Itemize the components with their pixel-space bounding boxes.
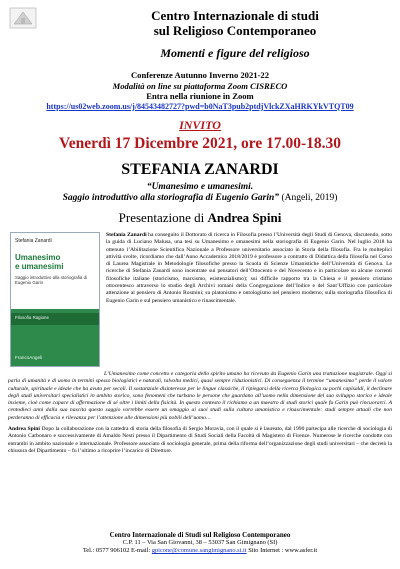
book-series: Filosofia Ragione: [15, 315, 49, 320]
bio-name: Stefania Zanardi: [106, 232, 147, 238]
book-abstract: L’Umanesimo come concetto e categoria dello spirito umano ha ricevuto da Eugenio Garin una trattazione magistrale. Oggi si parla di umanità e di uomo in termini spesso biologistici e naturali, talvolta medici, quasi sempre riduzionistici. Di conseguenza il termine “umanesimo” perde il valore culturale, spirituale e ideale che ha avuto per secoli. Il sostanziale disinteresse per le lingue classiche, il ripiegarsi della ricerca filologica su pochi capisaldi, il declinare degli studi universitari specialistici in ambito storico, sono fenomeni che turbano le persone che guardano all’uomo nella dimensione del suo sviluppo storico e ideale insieme, cioè come capace di affermazione di sé oltre i limiti della fisicità. In questo contesto il richiamo a un maestro di studi storici quale fu Garin può rincuorarci. A centodieci anni dalla sua nascita questo saggio vorrebbe essere un omaggio ai suoi studi sulla cultura umanistica e rinascimentale: studi sempre attuali che non perderanno di efficacia e rilevanza per l’attenzione alle dimensioni più nobili dell’uomo…: [8, 371, 392, 421]
book-cover: [10, 232, 100, 367]
conference-join-label: Entra nella riunione in Zoom: [146, 91, 254, 101]
cisreco-logo-icon: [8, 6, 98, 52]
footer-org: Centro Internazionale di Studi sul Religioso Contemporaneo: [109, 531, 291, 539]
conference-season: Conferenze Autunno Inverno 2021-22: [130, 70, 270, 80]
book-publisher: FrancoAngeli: [15, 355, 43, 360]
book-cover-bottom: [11, 309, 99, 366]
presenter-line: [8, 210, 392, 226]
presenter-name: Andrea Spini: [207, 210, 282, 225]
presenter-prefix: Presentazione di: [118, 210, 208, 225]
presenter-bio: [8, 426, 392, 455]
footer-contacts: [8, 547, 392, 555]
book-cover-top: [11, 233, 99, 311]
conference-info: [8, 70, 392, 112]
footer: [8, 531, 392, 555]
book-title-a: Umanesimo: [15, 253, 61, 262]
book-title: [15, 254, 95, 271]
zoom-link[interactable]: https://us02web.zoom.us/j/84543482727?pwd=b0NaT3pub2ptdjVlckZXaHRKYkVTQT09: [46, 101, 354, 111]
footer-site: Sito Internet : www.asfer.it: [246, 547, 318, 554]
org-name-line1: Centro Internazionale di studi: [151, 8, 319, 23]
event-date: Venerdì 17 Dicembre 2021, ore 17.00-18.30: [58, 135, 342, 152]
speaker-name: STEFANIA ZANARDI: [121, 161, 279, 178]
presenter-bio-text: Dopo la collaborazione con la cattedra di storia della filosofia di Sergio Moravia, con il quale si è laureato, dal 1990 partecipa alle ricerche di sociologia di Antonio Carbonaro e successivamente di Amaldo Nesti presso il Dipartimento di Studi Sociali della Facoltà di Magistero di Firenze. Numerose le ricerche condotte con entrambi in ambito nazionale e internazionale. Professore associato di sociologia generale, prima della riforma dell’organizzazione degli studi universitari – che decretò la chiusura del Dipartimento – fu l’ultimo a ricoprire l’incarico di Direttore.: [8, 426, 393, 454]
talk-publisher: (Angeli, 2019): [279, 193, 338, 203]
speaker-bio: [106, 232, 392, 367]
talk-title-line2: [8, 193, 392, 203]
footer-tel: Tel.: 0577 906102 E-mail:: [82, 547, 152, 554]
presenter-bio-name: Andrea Spini: [8, 426, 40, 433]
footer-email-link[interactable]: gpicone@comune.sangimignano.si.it: [151, 547, 247, 554]
org-name-line2: sul Religioso Contemporaneo: [153, 23, 317, 38]
invito-heading: INVITO: [179, 118, 221, 132]
conference-mode: Modalità on line su piattaforma Zoom CISRECO: [112, 80, 288, 91]
content-middle: [8, 232, 392, 367]
talk-title-line1: “Umanesimo e umanesimi.: [146, 182, 254, 192]
book-title-b: e umanesimi: [15, 261, 64, 271]
footer-address: C.P. 11 – Via San Giovanni, 38 – 53037 San Gimignano (SI): [122, 539, 278, 546]
book-subtitle: Saggio introduttivo alla storiografia di Eugenio Garin: [15, 275, 87, 285]
talk-title-text: Saggio introduttivo alla storiografia di Eugenio Garin”: [62, 193, 280, 203]
series-title: Momenti e figure del religioso: [160, 46, 310, 60]
book-author: Stefania Zanardi: [15, 238, 52, 244]
bio-text: ha conseguito il Dottorato di ricerca in Filosofia presso l’Università degli Studi di Genova, discutendo, sotto la guida di Luciano Malusa, una tesi su Umanesimo e umanesimi nella storiografia di Eugenio Garin. Nel luglio 2018 ha ottenuto l’Abilitazione Scientifica Nazionale a Professore universitario associato in Storia della filosofia. Fra le molteplici attività svolte, ricordiamo che dall’Anno Accademico 2018/2019 è professore a contratto di Didattica della filosofia nel Corso di Laurea Magistrale in Metodologie filosofiche presso la Scuola di Scienze Umanistiche dell’Università di Genova. Le ricerche di Stefania Zanardi sono incentrate sui pensatori dell’Ottocento e del Novecento e in particolare su alcune correnti filosofiche italiane (storicismo, marxismo, esistenzialismo); sui difficile rapporto tra la Chiesa e il pensiero cristiano ottocentesco attraverso lo studio degli Archivi romani della Congregazione dell’Indice e del Sant’Uffizio con particolare attenzione al pensiero di Antonio Rosmini; su platonismo e ontologismo nel pensiero moderno; sulla storiografia filosofica di Eugenio Garin e sul pensiero umanistico e rinascimentale.: [106, 232, 393, 304]
